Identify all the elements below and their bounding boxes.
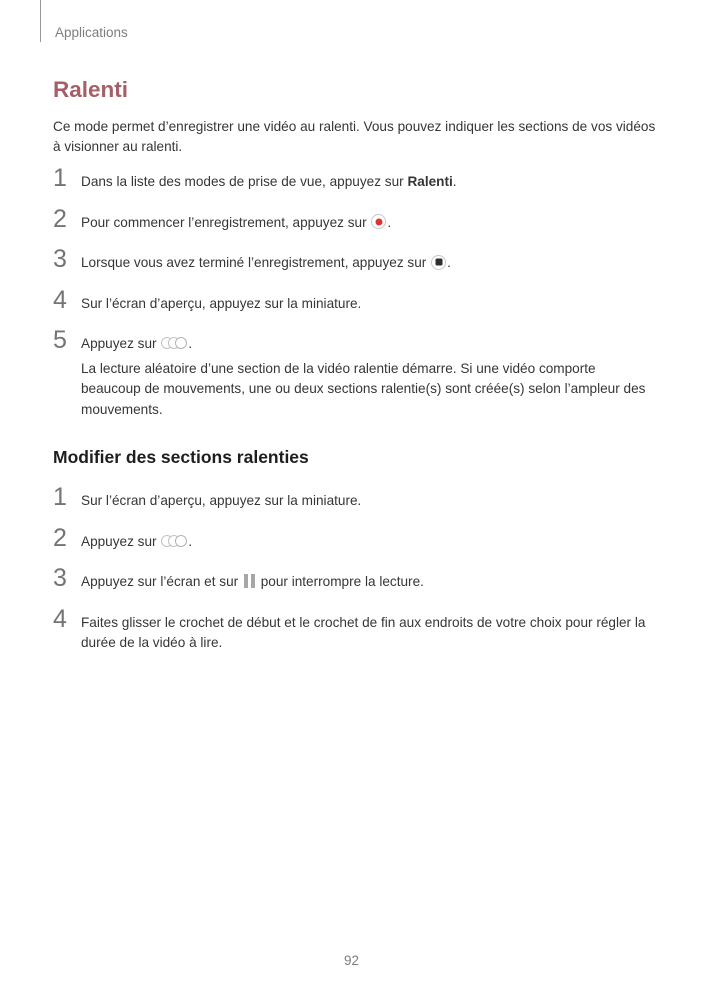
record-icon	[371, 214, 386, 229]
step-text-segment: .	[188, 336, 193, 351]
step-body	[81, 532, 657, 553]
step-text-segment: Sur l’écran d’aperçu, appuyez sur la miniature.	[81, 295, 362, 311]
breadcrumb: Applications	[55, 25, 128, 40]
page-number: 92	[343, 953, 360, 968]
header-divider-line	[40, 0, 41, 42]
step-number: 3	[53, 245, 67, 273]
step-text	[81, 572, 657, 593]
section-title-modifier: Modifier des sections ralenties	[53, 447, 309, 467]
step-number: 4	[53, 285, 67, 314]
step-note: La lecture aléatoire d’une section de la vidéo ralentie démarre. Si une vidéo comporte beaucoup de mouvements, une ou deux sections ralentie(s) sont créée(s) selon l’ampleur des mouvements.	[81, 360, 646, 417]
slow-motion-icon	[161, 535, 187, 547]
step-text-segment: Faites glisser le crochet de début et le crochet de fin aux endroits de votre choix pour régler la durée de la vidéo à lire.	[81, 614, 646, 650]
step-number: 4	[53, 604, 67, 633]
steps-list-ralenti	[53, 164, 657, 420]
step-text-segment: .	[452, 174, 457, 189]
intro-paragraph: Ce mode permet d’enregistrer une vidéo au ralenti. Vous pouvez indiquer les sections de vos vidéos à visionner au ralenti.	[53, 119, 656, 154]
slow-motion-icon	[161, 337, 187, 349]
step-body	[81, 213, 657, 234]
pause-icon	[244, 574, 255, 588]
step-body	[81, 253, 657, 274]
step-body	[81, 334, 657, 420]
step-text-segment: Appuyez sur	[81, 533, 161, 549]
stop-icon	[431, 255, 446, 270]
step-number: 1	[53, 164, 67, 192]
step-text-segment: .	[447, 255, 451, 270]
step-text	[81, 172, 657, 193]
step-item	[53, 524, 657, 553]
step-text	[81, 491, 657, 512]
step-text-segment: Sur l’écran d’aperçu, appuyez sur la miniature.	[81, 493, 362, 508]
step-text-segment: pour interrompre la lecture.	[256, 574, 424, 589]
step-text	[81, 532, 657, 553]
step-number: 2	[53, 523, 67, 552]
step-number: 5	[53, 326, 67, 354]
step-text-bold: Ralenti	[407, 174, 453, 189]
step-number: 3	[53, 564, 67, 592]
steps-list-modifier	[53, 483, 657, 654]
step-item	[53, 564, 657, 593]
step-text-segment: Lorsque vous avez terminé l’enregistrement, appuyez sur	[81, 255, 431, 270]
step-text	[81, 213, 657, 234]
step-text	[81, 294, 657, 315]
step-body	[81, 294, 657, 315]
step-body	[81, 572, 657, 593]
step-text-segment: .	[188, 533, 193, 549]
step-item	[53, 205, 657, 234]
step-text-segment: Appuyez sur	[81, 336, 161, 351]
step-text	[81, 253, 657, 274]
step-text-segment: Dans la liste des modes de prise de vue, appuyez sur	[81, 174, 408, 189]
step-item	[53, 605, 657, 654]
step-item	[53, 164, 657, 193]
step-text	[81, 613, 657, 654]
step-text	[81, 334, 657, 355]
step-item	[53, 483, 657, 512]
section-title-ralenti: Ralenti	[53, 77, 129, 102]
step-body	[81, 491, 657, 512]
step-item	[53, 286, 657, 315]
page-content	[53, 76, 657, 666]
step-item	[53, 245, 657, 274]
step-text-segment: Appuyez sur l’écran et sur	[81, 574, 242, 589]
step-text-segment: .	[387, 214, 392, 230]
step-body	[81, 172, 657, 193]
step-text-segment: Pour commencer l’enregistrement, appuyez sur	[81, 214, 371, 230]
step-number: 2	[53, 204, 67, 233]
step-number: 1	[53, 483, 67, 511]
step-item	[53, 326, 657, 420]
step-body	[81, 613, 657, 654]
